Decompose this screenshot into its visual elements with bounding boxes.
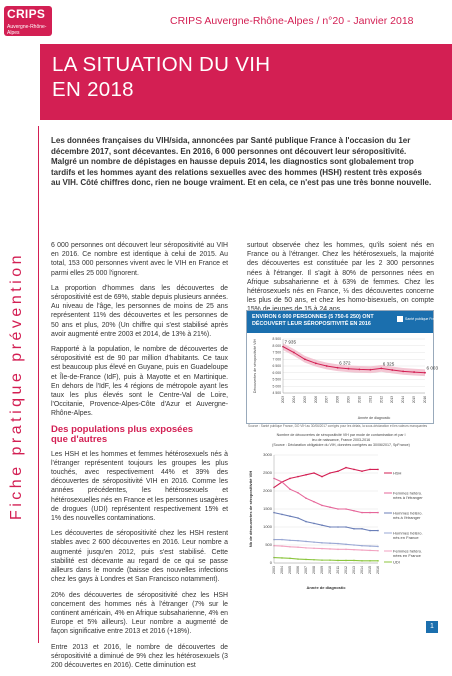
data-point — [313, 559, 315, 561]
data-point — [321, 548, 323, 550]
data-point — [377, 512, 379, 514]
data-point — [361, 545, 363, 547]
sante-publique-logo — [397, 315, 441, 328]
data-point — [281, 557, 283, 559]
data-point — [353, 510, 355, 512]
data-point — [281, 539, 283, 541]
data-point — [305, 547, 307, 549]
data-point — [297, 517, 299, 519]
data-point — [353, 544, 355, 546]
y-tick-label: 2500 — [263, 470, 272, 476]
data-point — [361, 528, 363, 530]
data-point — [281, 514, 283, 516]
data-point — [297, 492, 299, 494]
data-point — [289, 478, 291, 480]
logo-subtext: Auvergne-Rhône-Alpes — [7, 24, 47, 36]
left-column — [51, 241, 228, 676]
right-column — [247, 241, 434, 321]
data-point — [321, 505, 323, 507]
y-tick-label: 3000 — [263, 452, 272, 458]
y-tick-label: 6 000 — [272, 370, 281, 375]
paragraph: Entre 2013 et 2016, le nombre de découvertes de séropositivité a diminué de 9% chez les hétérosexuels (3 200 découvertes en 2016). Cette diminution est — [51, 643, 228, 669]
data-point — [329, 548, 331, 550]
paragraph: Rapporté à la population, le nombre de découvertes de séropositivité est de 90 par million d'habitants. Ce taux est beaucoup plus élevé en Guyane, puis en Guadeloupe et Île-de-France (IdF), puis à Mayotte et en Martinique. En dehors de l'IdF, les 4 régions de métropole ayant les taux les plus élevés sont le Centre-Val de Loire, l'Occitanie, Provence-Alpes-Côte d'Azur et Auvergne-Rhône-Alpes. — [51, 346, 228, 418]
y-tick-label: 5 500 — [272, 377, 281, 382]
logo-text: CRIPS — [7, 7, 46, 21]
data-point — [321, 476, 323, 478]
data-point — [353, 469, 355, 471]
data-point — [402, 371, 404, 373]
y-tick-label: 7 000 — [272, 357, 281, 362]
x-axis-label: Année de diagnostic — [306, 585, 346, 590]
data-point — [305, 541, 307, 543]
y-tick-label: 8 000 — [272, 343, 281, 348]
crips-logo — [4, 6, 52, 36]
chart-plot-area — [246, 431, 436, 603]
y-tick-label: 4 500 — [272, 391, 281, 396]
data-point — [413, 371, 415, 373]
data-point — [329, 542, 331, 544]
x-tick-label: 2005 — [302, 396, 307, 404]
y-tick-label: 0 — [269, 560, 272, 566]
paragraph: Les HSH et les hommes et femmes hétérosexuels nés à l'étranger représentent toujours les groupes les plus touchés, avec respectivement 44% et 39% des découvertes de séropositivité VIH en 2016. Comme les années précédentes, les hétérosexuels et hétérosexuelles nés en France et les personnes usagères de drogues (UDI) représentent respectivement 15% et 1% des nouvelles contaminations. — [51, 450, 228, 523]
data-point — [329, 526, 331, 528]
logo-label: Santé publique France — [405, 317, 441, 321]
data-point — [353, 549, 355, 551]
data-point — [337, 508, 339, 510]
data-point — [377, 560, 379, 562]
data-label: 6 372 — [339, 360, 351, 366]
data-point — [361, 470, 363, 472]
chart-by-mode — [246, 431, 436, 603]
section-heading-line1: Des populations plus exposées — [51, 423, 194, 435]
data-point — [305, 497, 307, 499]
data-point — [329, 472, 331, 474]
data-point — [321, 524, 323, 526]
x-tick-label: 2009 — [320, 566, 325, 574]
data-point — [369, 469, 371, 471]
data-point — [353, 528, 355, 530]
data-label: 6 325 — [382, 361, 395, 367]
data-point — [321, 542, 323, 544]
data-point — [326, 365, 328, 367]
paragraph: surtout observée chez les hommes, qu'ils soient nés en France ou à l'étranger. Chez les hétérosexuels, la majorité des découvertes est constituée par les 2 300 personnes nées à l'étranger. Il s'agit à 80% de personnes nées en Afrique subsaharienne et à 63% de femmes. Chez les hétérosexuels nés en France, ⅓ des découvertes concerne les plus de 50 ans, et chez les homo-bisexuels, on compte — [247, 242, 434, 305]
data-point — [369, 369, 371, 371]
x-tick-label: 2014 — [401, 396, 406, 404]
data-point — [297, 476, 299, 478]
data-point — [329, 559, 331, 561]
x-tick-label: 2012 — [379, 396, 384, 404]
legend-label: Hommes hétéro. — [393, 510, 423, 516]
legend-label: Femmes hétéro. — [393, 548, 423, 554]
paragraph: La proportion d'hommes dans les découvertes de séropositivité est de 69%, stable depuis plusieurs années. Au niveau de l'âge, les personnes de moins de 25 ans représentent 11% des découvertes et les personnes de 50 ans et plus, 20% (Un chiffre qui s'est stabilisé après avoir augmenté entre 2003 et 2014, de 13% à 21%). — [51, 284, 228, 338]
x-tick-label: 2016 — [423, 396, 427, 404]
x-tick-label: 2005 — [288, 566, 293, 574]
data-point — [345, 467, 347, 469]
x-tick-label: 2008 — [312, 566, 317, 574]
data-point — [313, 523, 315, 525]
legend-label: HSH — [393, 470, 402, 476]
legend-label: nées à l'étranger — [393, 495, 423, 500]
x-tick-label: 2006 — [313, 396, 318, 404]
series-header: CRIPS Auvergne-Rhône-Alpes / n°20 - Janvier 2018 — [170, 15, 414, 27]
legend-label: nées en France — [393, 553, 421, 558]
data-point — [281, 545, 283, 547]
data-point — [377, 530, 379, 532]
data-point — [345, 543, 347, 545]
x-tick-label: 2003 — [281, 396, 285, 404]
data-point — [313, 547, 315, 549]
y-tick-label: 6 500 — [272, 364, 281, 369]
x-tick-label: 2007 — [304, 566, 309, 574]
data-point — [361, 549, 363, 551]
data-point — [315, 362, 317, 364]
chart-title: Nombre de découvertes de séropositivité VIH par mode de contamination et par l — [276, 433, 406, 437]
side-band — [0, 126, 39, 643]
y-axis-label: Nb de découvertes de séropositivité VIH — [248, 470, 253, 548]
data-point — [289, 488, 291, 490]
data-point — [297, 540, 299, 542]
x-tick-label: 2007 — [324, 396, 329, 404]
chart-title: ENVIRON 6 000 PERSONNES (5 750-6 250) ONT DÉCOUVERT LEUR SÉROPOSITIVITÉ EN 2016 — [252, 314, 374, 327]
x-tick-label: 2004 — [291, 396, 296, 404]
side-label: Fiche pratique prévention — [8, 251, 25, 521]
data-point — [361, 560, 363, 562]
data-point — [281, 481, 283, 483]
legend-label: nés à l'étranger — [393, 515, 421, 520]
paragraph: Les découvertes de séropositivité chez les HSH restent stables avec 2 600 découvertes en 2016. Leur nombre a augmenté jusqu'en 2012, puis s'est stabilisé. Cette stabilité est décevante au regard de ce qui se passe ailleurs dans le monde (baisse des nouvelles infections chez les gays à Londres et San Francisco notamment). — [51, 530, 228, 584]
data-point — [391, 369, 393, 371]
x-tick-label: 2014 — [360, 566, 365, 574]
legend-label: UDI — [393, 559, 400, 565]
y-tick-label: 2000 — [263, 488, 272, 494]
data-point — [337, 560, 339, 562]
data-point — [369, 550, 371, 552]
data-point — [345, 549, 347, 551]
data-point — [369, 512, 371, 514]
legend-label: Femmes hétéro. — [393, 490, 423, 496]
data-point — [424, 372, 426, 374]
data-point — [313, 541, 315, 543]
x-tick-label: 2006 — [296, 566, 301, 574]
logo-square — [397, 316, 403, 322]
data-point — [361, 512, 363, 514]
data-point — [289, 540, 291, 542]
chart-plot-area — [247, 333, 438, 423]
chart-discoveries — [246, 310, 441, 424]
data-point — [369, 545, 371, 547]
x-axis-label: Année de diagnostic — [357, 416, 391, 420]
x-tick-label: 2015 — [412, 396, 417, 404]
data-point — [293, 352, 295, 354]
data-point — [380, 367, 382, 369]
data-point — [313, 472, 315, 474]
x-tick-label: 2016 — [376, 566, 381, 574]
y-axis-label: Découvertes de séropositivité VIH — [253, 338, 257, 394]
x-tick-label: 2003 — [272, 566, 277, 574]
chart-source-note: (Source : Déclaration obligatoire du VIH, données corrigées au 30/06/2017, SpFrance) — [272, 443, 410, 447]
x-tick-label: 2008 — [335, 396, 340, 404]
data-point — [337, 526, 339, 528]
x-tick-label: 2010 — [357, 396, 362, 404]
paragraph: 6 000 personnes ont découvert leur séropositivité au VIH en 2016. Ce nombre est identique à celui de 2015. Au total, 153 000 personnes vivent avec le VIH en France et parmi elles 25 000 l'ignorent. — [51, 242, 228, 277]
data-point — [305, 474, 307, 476]
x-tick-label: 2009 — [346, 396, 351, 404]
series-line — [274, 478, 378, 512]
page-number: 1 — [426, 621, 438, 633]
data-point — [345, 526, 347, 528]
data-label: 7 935 — [284, 339, 296, 345]
series-line — [274, 513, 378, 531]
data-point — [345, 560, 347, 562]
y-tick-label: 8 500 — [272, 337, 281, 342]
data-point — [305, 521, 307, 523]
legend-label: nés en France — [393, 535, 419, 540]
chart-title-rest: ieu de naissance, France 2003-2016 — [311, 438, 371, 442]
data-point — [337, 367, 339, 369]
x-tick-label: 2013 — [390, 396, 395, 404]
page-title-line2: EN 2018 — [52, 78, 134, 101]
x-tick-label: 2004 — [280, 566, 285, 574]
data-point — [337, 470, 339, 472]
x-tick-label: 2011 — [368, 396, 373, 403]
data-point — [348, 368, 350, 370]
data-point — [369, 530, 371, 532]
legend-label: Hommes hétéro. — [393, 530, 423, 536]
paragraph: 20% des découvertes de séropositivité chez les HSH concernent des hommes nés à l'étranger (7% sur le continent américain, 4% en Afrique subsaharienne, 4% en Europe et 5% ailleurs). Leur nombre a augmenté de façon significative entre 2013 et 2016 (+18%). — [51, 591, 228, 636]
y-tick-label: 1000 — [263, 524, 272, 530]
page-title-line1: LA SITUATION DU VIH — [52, 53, 271, 76]
data-point — [321, 559, 323, 561]
data-point — [369, 560, 371, 562]
data-point — [377, 546, 379, 548]
data-label: 6 003 — [426, 365, 438, 371]
data-point — [377, 469, 379, 471]
data-point — [289, 515, 291, 517]
data-point — [359, 368, 361, 370]
y-tick-label: 7 500 — [272, 350, 281, 355]
page-title — [52, 52, 270, 102]
section-heading — [51, 425, 228, 445]
data-point — [297, 546, 299, 548]
data-point — [345, 508, 347, 510]
x-tick-label: 2012 — [344, 566, 349, 574]
intro-paragraph: Les données françaises du VIH/sida, annoncées par Santé publique France à l'occasion du 1er décembre 2017, sont décevantes. En 2016, 6 000 personnes ont découvert leur séropositivité. Malgré un nombre de dépistages en hausse depuis 2014, les diagnostics sont globalement trop tardifs et les hommes ayant des relations sexuelles avec des hommes (HSH) restent très exposés au VIH. Côté chiffres donc, rien ne bouge vraiment. Et en cela, ce n'est pas une très bonne nouvelle. — [51, 136, 432, 188]
x-tick-label: 2013 — [352, 566, 357, 574]
data-point — [337, 549, 339, 551]
data-point — [289, 558, 291, 560]
chart-header — [247, 311, 441, 333]
data-point — [337, 543, 339, 545]
title-band — [40, 44, 452, 120]
data-point — [329, 506, 331, 508]
section-heading-line2: que d'autres — [51, 433, 108, 445]
y-tick-label: 500 — [265, 542, 272, 548]
data-point — [297, 558, 299, 560]
data-point — [313, 501, 315, 503]
x-tick-label: 2011 — [336, 566, 341, 574]
x-tick-label: 2015 — [368, 566, 373, 574]
data-point — [304, 358, 306, 360]
y-tick-label: 1500 — [263, 506, 272, 512]
data-point — [353, 560, 355, 562]
data-point — [305, 559, 307, 561]
chart-source: Source : Santé publique France, DO VIH au 30/06/2017 corrigés pour les délais, la sous-déclaration et les valeurs manquantes — [248, 424, 428, 428]
data-point — [289, 546, 291, 548]
x-tick-label: 2010 — [328, 566, 333, 574]
data-point — [377, 550, 379, 552]
y-tick-label: 5 000 — [272, 384, 281, 389]
